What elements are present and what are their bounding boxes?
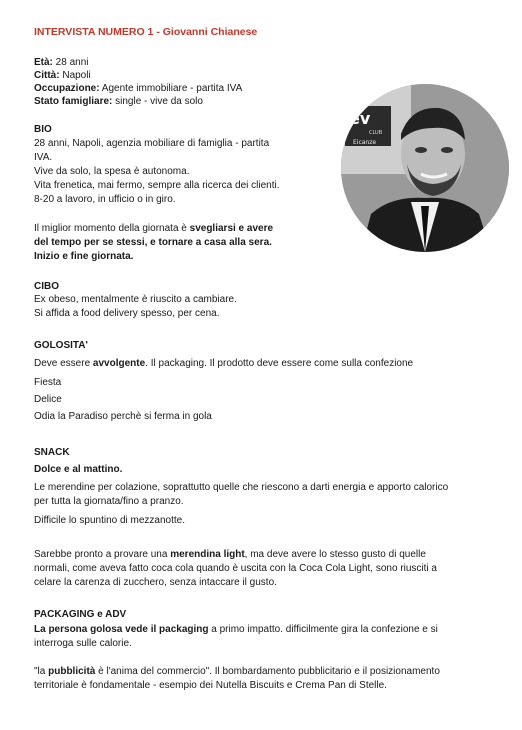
- profile-city: Città: Napoli: [34, 70, 91, 81]
- profile-occupation: Occupazione: Agente immobiliare - partita IVA: [34, 83, 243, 94]
- packaging-heading: PACKAGING e ADV: [34, 609, 127, 620]
- snack-text: Le merendine per colazione, soprattutto quelle che riescono a darti energia e apporto calorico per tutta la giornata/fino a pranzo.: [34, 482, 449, 507]
- packaging-text: La persona golosa vede il packaging a primo impatto. difficilmente gira la confezione e si interroga sulle calorie.: [34, 624, 438, 649]
- svg-text:ev: ev: [349, 109, 371, 128]
- golosita-line-1: Deve essere avvolgente. Il packaging. Il prodotto deve essere come sulla confezione: [34, 358, 414, 369]
- cibo-heading: CIBO: [34, 281, 59, 292]
- portrait-photo: [341, 84, 509, 252]
- page-title: INTERVISTA NUMERO 1 - Giovanni Chianese: [34, 26, 258, 38]
- profile-family: Stato famigliare: single - vive da solo: [34, 96, 203, 107]
- golosita-line-3: Delice: [34, 394, 62, 405]
- golosita-heading: GOLOSITA': [34, 340, 88, 351]
- packaging-quote: "la pubblicità è l'anima del commercio". Il bombardamento pubblicitario e il posizionamento territoriale è fondamentale - esempio dei Nutella Biscuits e Crema Pan di Stelle.: [34, 666, 440, 691]
- snack-light-paragraph: Sarebbe pronto a provare una merendina light, ma deve avere lo stesso gusto di quelle normali, come aveva fatto coca cola quando è uscita con la Coca Cola Light, sono riusciti a celare la carenza di zucchero, senza intaccare il gusto.: [34, 549, 437, 588]
- snack-midnight: Difficile lo spuntino di mezzanotte.: [34, 515, 186, 526]
- svg-text:CLUB: CLUB: [369, 130, 383, 136]
- snack-subheading: Dolce e al mattino.: [34, 464, 123, 475]
- profile-age: Età: 28 anni: [34, 57, 89, 68]
- snack-heading: SNACK: [34, 447, 70, 458]
- golosita-line-4: Odia la Paradiso perchè si ferma in gola: [34, 411, 212, 422]
- golosita-line-2: Fiesta: [34, 377, 62, 388]
- cibo-text: Ex obeso, mentalmente è riuscito a cambiare. Si affida a food delivery spesso, per cena.: [34, 294, 237, 319]
- bio-heading: BIO: [34, 124, 52, 135]
- svg-text:Eicanze: Eicanze: [353, 139, 377, 146]
- bio-best-moment: Il miglior momento della giornata è svegliarsi e avere del tempo per se stessi, e tornare a casa alla sera. Inizio e fine giornata.: [34, 223, 274, 262]
- bio-text: 28 anni, Napoli, agenzia mobiliare di famiglia - partita IVA. Vive da solo, la spesa è autonoma. Vita frenetica, mai fermo, sempre alla ricerca dei clienti. 8-20 a lavoro, in ufficio o in giro.: [34, 138, 280, 205]
